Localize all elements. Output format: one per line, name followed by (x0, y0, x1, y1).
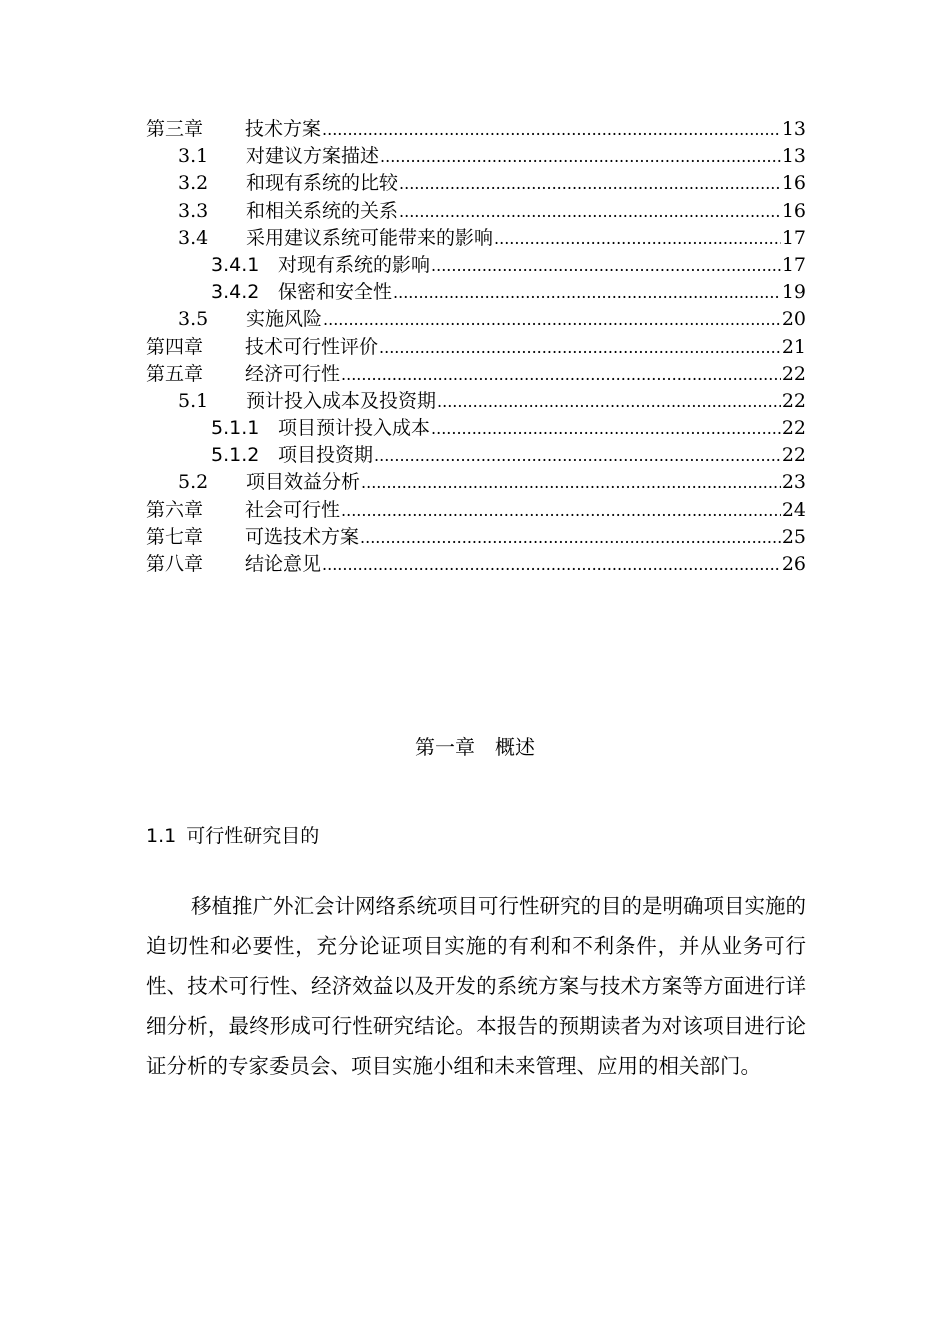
toc-dot-leader (374, 442, 781, 469)
toc-entry[interactable] (146, 524, 806, 551)
toc-entry-number: 3.2 (178, 172, 209, 195)
toc-entry[interactable] (146, 361, 806, 388)
toc-entry[interactable] (146, 198, 806, 225)
toc-entry[interactable] (146, 279, 806, 306)
toc-entry-number: 5.1.2 (211, 444, 260, 467)
toc-entry[interactable] (146, 252, 806, 279)
toc-entry[interactable] (146, 225, 806, 252)
chapter-title: 第一章 概述 (415, 735, 535, 759)
toc-entry-title: 实施风险 (246, 308, 323, 331)
toc-entry-title: 保密和安全性 (278, 281, 393, 304)
toc-entry-number: 5.1.1 (211, 417, 260, 440)
toc-dot-leader (341, 497, 781, 524)
toc-entry[interactable] (146, 497, 806, 524)
toc-entry-number: 3.1 (178, 145, 209, 168)
toc-dot-leader (322, 116, 781, 143)
toc-entry[interactable] (146, 388, 806, 415)
toc-entry-page: 16 (781, 172, 806, 195)
toc-entry-number: 第五章 (146, 362, 204, 385)
toc-entry[interactable] (146, 170, 806, 197)
toc-entry-page: 22 (781, 417, 806, 440)
toc-entry-title: 项目预计投入成本 (278, 417, 431, 440)
toc-dot-leader (431, 415, 781, 442)
toc-entry-title: 经济可行性 (245, 362, 341, 385)
toc-entry-title: 项目投资期 (278, 444, 374, 467)
toc-entry-number: 3.3 (178, 199, 209, 222)
toc-entry[interactable] (146, 143, 806, 170)
toc-entry-title: 对现有系统的影响 (278, 253, 431, 276)
toc-entry-number: 第八章 (146, 553, 204, 575)
toc-entry-title: 采用建议系统可能带来的影响 (246, 226, 494, 249)
toc-dot-leader (437, 388, 781, 415)
toc-entry-page: 19 (781, 281, 806, 304)
toc-entry-page: 16 (781, 199, 806, 222)
toc-entry-number: 第六章 (146, 498, 204, 521)
toc-entry-number: 第三章 (146, 118, 204, 140)
toc-entry-number: 第四章 (146, 335, 204, 358)
toc-entry-number: 3.4.1 (211, 253, 260, 276)
toc-entry[interactable] (146, 469, 806, 496)
toc-dot-leader (361, 469, 781, 496)
toc-dot-leader (399, 198, 781, 225)
toc-entry-page: 22 (781, 362, 806, 385)
toc-entry-title: 对建议方案描述 (246, 145, 380, 168)
toc-entry-title: 技术可行性评价 (245, 335, 379, 358)
toc-entry-page: 13 (781, 145, 806, 168)
toc-entry-page: 22 (781, 389, 806, 412)
toc-dot-leader (393, 279, 781, 306)
toc-entry[interactable] (146, 334, 806, 361)
toc-entry-page: 21 (781, 335, 806, 358)
toc-entry[interactable] (146, 116, 806, 143)
toc-dot-leader (379, 334, 781, 361)
toc-dot-leader (341, 361, 781, 388)
toc-entry-page: 25 (781, 525, 806, 548)
toc-entry-number: 5.2 (178, 471, 209, 494)
toc-dot-leader (399, 170, 781, 197)
toc-dot-leader (360, 524, 781, 551)
section-heading (146, 822, 319, 850)
toc-entry-page: 22 (781, 444, 806, 467)
toc-entry-page: 24 (781, 498, 806, 521)
toc-entry-title: 项目效益分析 (246, 471, 361, 494)
toc-dot-leader (380, 143, 781, 170)
toc-entry-title: 预计投入成本及投资期 (246, 389, 437, 412)
toc-dot-leader (431, 252, 781, 279)
section-number: 1.1 (146, 825, 177, 847)
toc-entry-title: 和现有系统的比较 (246, 172, 399, 195)
toc-entry-title: 和相关系统的关系 (246, 199, 399, 222)
toc-dot-leader (494, 225, 781, 252)
toc-entry-page: 13 (781, 118, 806, 140)
toc-entry-number: 5.1 (178, 389, 209, 412)
toc-dot-leader (323, 306, 781, 333)
table-of-contents (146, 116, 806, 578)
toc-entry[interactable] (146, 551, 806, 578)
toc-entry-number: 3.4 (178, 226, 209, 249)
toc-entry-title: 可选技术方案 (245, 525, 360, 548)
toc-entry[interactable] (146, 415, 806, 442)
toc-entry-number: 第七章 (146, 525, 204, 548)
section-title: 可行性研究目的 (186, 825, 320, 847)
toc-entry-title: 技术方案 (245, 118, 322, 140)
toc-entry-page: 23 (781, 471, 806, 494)
toc-entry-number: 3.4.2 (211, 281, 260, 304)
toc-dot-leader (322, 551, 781, 578)
toc-entry[interactable] (146, 306, 806, 333)
toc-entry-page: 17 (781, 253, 806, 276)
body-paragraph: 移植推广外汇会计网络系统项目可行性研究的目的是明确项目实施的迫切性和必要性，充分论证项目实施的有利和不利条件，并从业务可行性、技术可行性、经济效益以及开发的系统方案与技术方案等方面进行详细分析，最终形成可行性研究结论。本报告的预期读者为对该项目进行论证分析的专家委员会、项目实施小组和未来管理、应用的相关部门。 (146, 894, 806, 1078)
toc-entry-page: 26 (781, 553, 806, 575)
toc-entry-page: 17 (781, 226, 806, 249)
toc-entry-page: 20 (781, 308, 806, 331)
toc-entry-title: 结论意见 (245, 553, 322, 575)
toc-entry-number: 3.5 (178, 308, 209, 331)
toc-entry[interactable] (146, 442, 806, 469)
toc-entry-title: 社会可行性 (245, 498, 341, 521)
